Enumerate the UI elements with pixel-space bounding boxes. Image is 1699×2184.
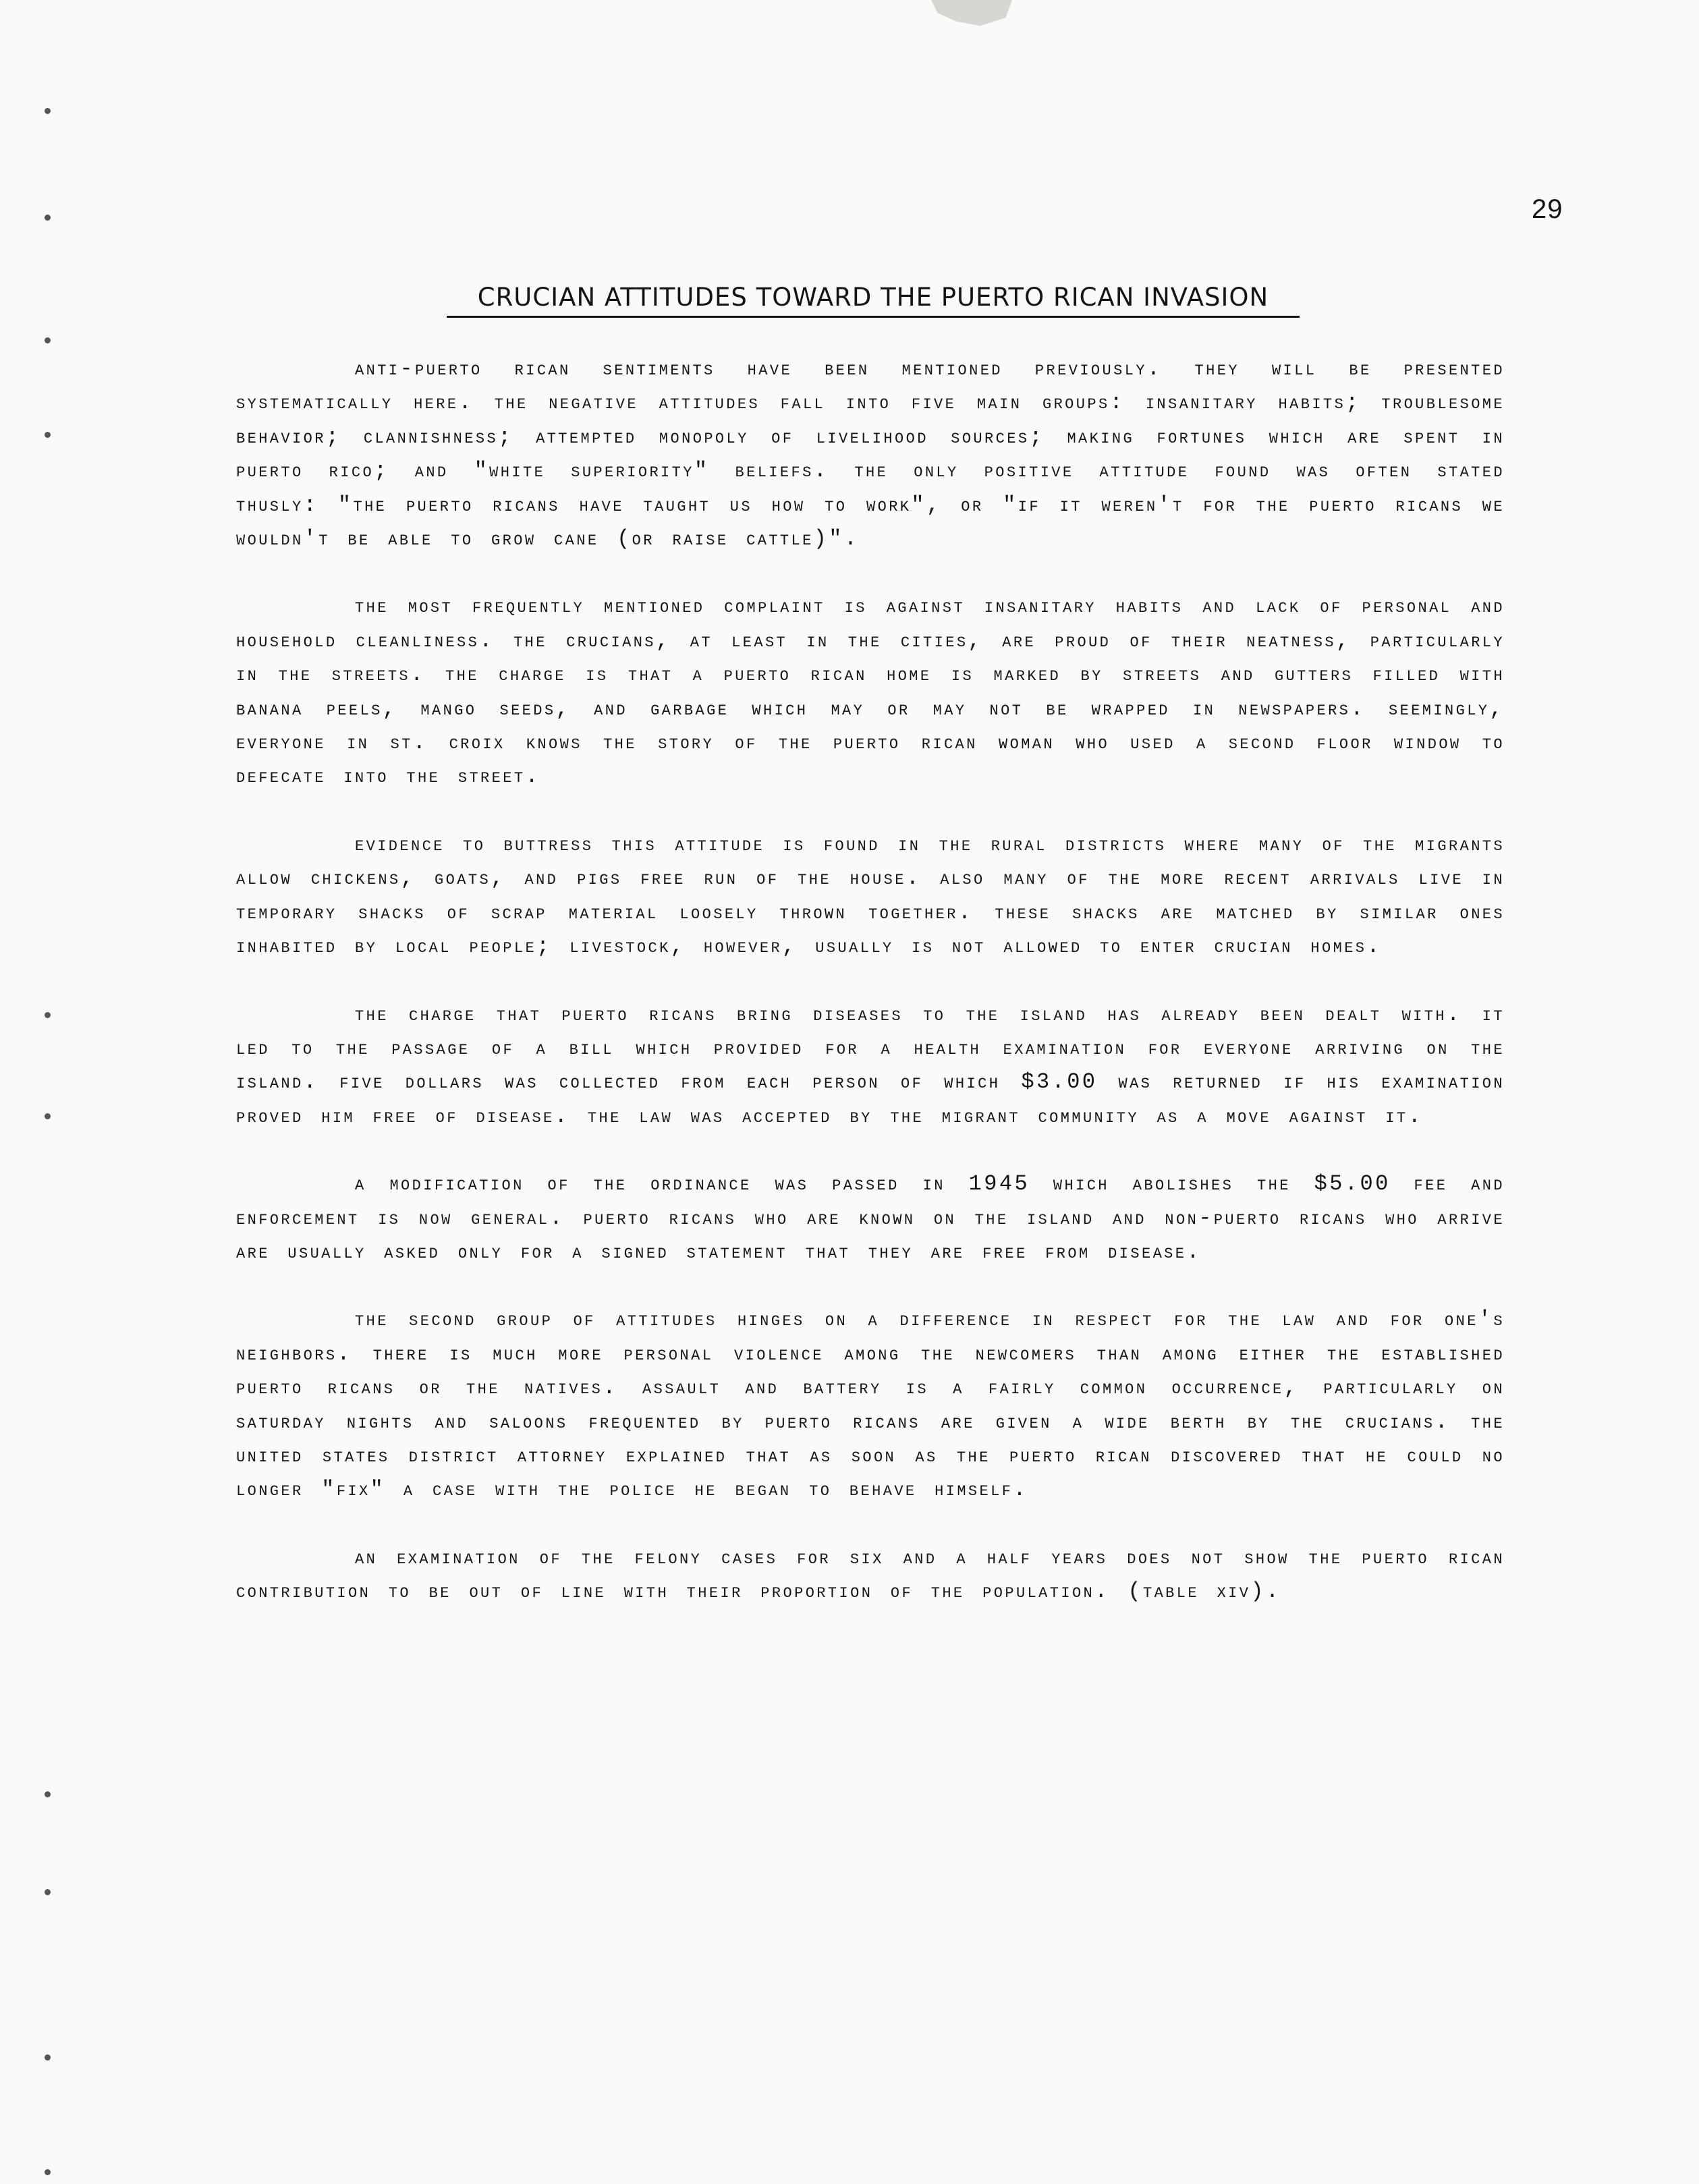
binder-hole-mark	[45, 215, 51, 221]
torn-edge	[931, 0, 1012, 32]
binder-hole-mark	[45, 2169, 51, 2175]
paragraph: a modification of the ordinance was passed in 1945 which abolishes the $5.00 fee and enforcement is now general. puerto ricans who are known on the island and non-puerto ricans who arrive are usually asked only for a signed statement that they are free from disease.	[236, 1171, 1505, 1264]
binder-hole-mark	[45, 1889, 51, 1895]
paragraph: the most frequently mentioned complaint is against insanitary habits and lack of personal and household cleanliness. the crucians, at least in the cities, are proud of their neatness, particularly in the streets. the charge is that a puerto rican home is marked by streets and gutters filled with banana peels, mango seeds, and garbage which may or may not be wrapped in newspapers. seemingly, everyone in st. croix knows the story of the puerto rican woman who used a second floor window to defecate into the street.	[236, 594, 1505, 789]
paragraph: the second group of attitudes hinges on a difference in respect for the law and for one's neighbors. there is much more personal violence among the newcomers than among either the established puerto ricans or the natives. assault and battery is a fairly common occurrence, particularly on saturday nights and saloons frequented by puerto ricans are given a wide berth by the crucians. the united states district attorney explained that as soon as the puerto rican discovered that he could no longer "fix" a case with the police he began to behave himself.	[236, 1307, 1505, 1503]
paragraph: the charge that puerto ricans bring diseases to the island has already been dealt with. it led to the passage of a bill which provided for a health examination for everyone arriving on the island. five dollars was collected from each person of which $3.00 was returned if his examination proved him free of disease. the law was accepted by the migrant community as a move against it.	[236, 1001, 1505, 1129]
paragraph: evidence to buttress this attitude is found in the rural districts where many of the migrants allow chickens, goats, and pigs free run of the house. also many of the more recent arrivals live in temporary shacks of scrap material loosely thrown together. these shacks are matched by similar ones inhabited by local people; livestock, however, usually is not allowed to enter crucian homes.	[236, 831, 1505, 959]
page-number: 29	[1532, 194, 1563, 224]
binder-hole-mark	[45, 1791, 51, 1797]
binder-hole-mark	[45, 432, 51, 438]
paragraph: anti-puerto rican sentiments have been mentioned previously. they will be presented systematically here. the negative attitudes fall into five main groups: insanitary habits; troublesome behavior; clannishness; attempted monopoly of livelihood sources; making fortunes which are spent in puerto rico; and "white superiority" beliefs. the only positive attitude found was often stated thusly: "the puerto ricans have taught us how to work", or "if it weren't for the puerto ricans we wouldn't be able to grow cane (or raise cattle)".	[236, 356, 1505, 552]
binder-hole-mark	[45, 337, 51, 343]
binder-hole-mark	[45, 2054, 51, 2061]
binder-hole-mark	[45, 1012, 51, 1018]
section-heading: CRUCIAN ATTITUDES TOWARD THE PUERTO RICAN INVASION	[447, 282, 1300, 318]
paragraph: an examination of the felony cases for six and a half years does not show the puerto rican contribution to be out of line with their proportion of the population. (table xiv).	[236, 1544, 1505, 1604]
binder-hole-mark	[45, 1113, 51, 1119]
binder-hole-mark	[45, 108, 51, 114]
body-text	[236, 352, 1505, 1643]
